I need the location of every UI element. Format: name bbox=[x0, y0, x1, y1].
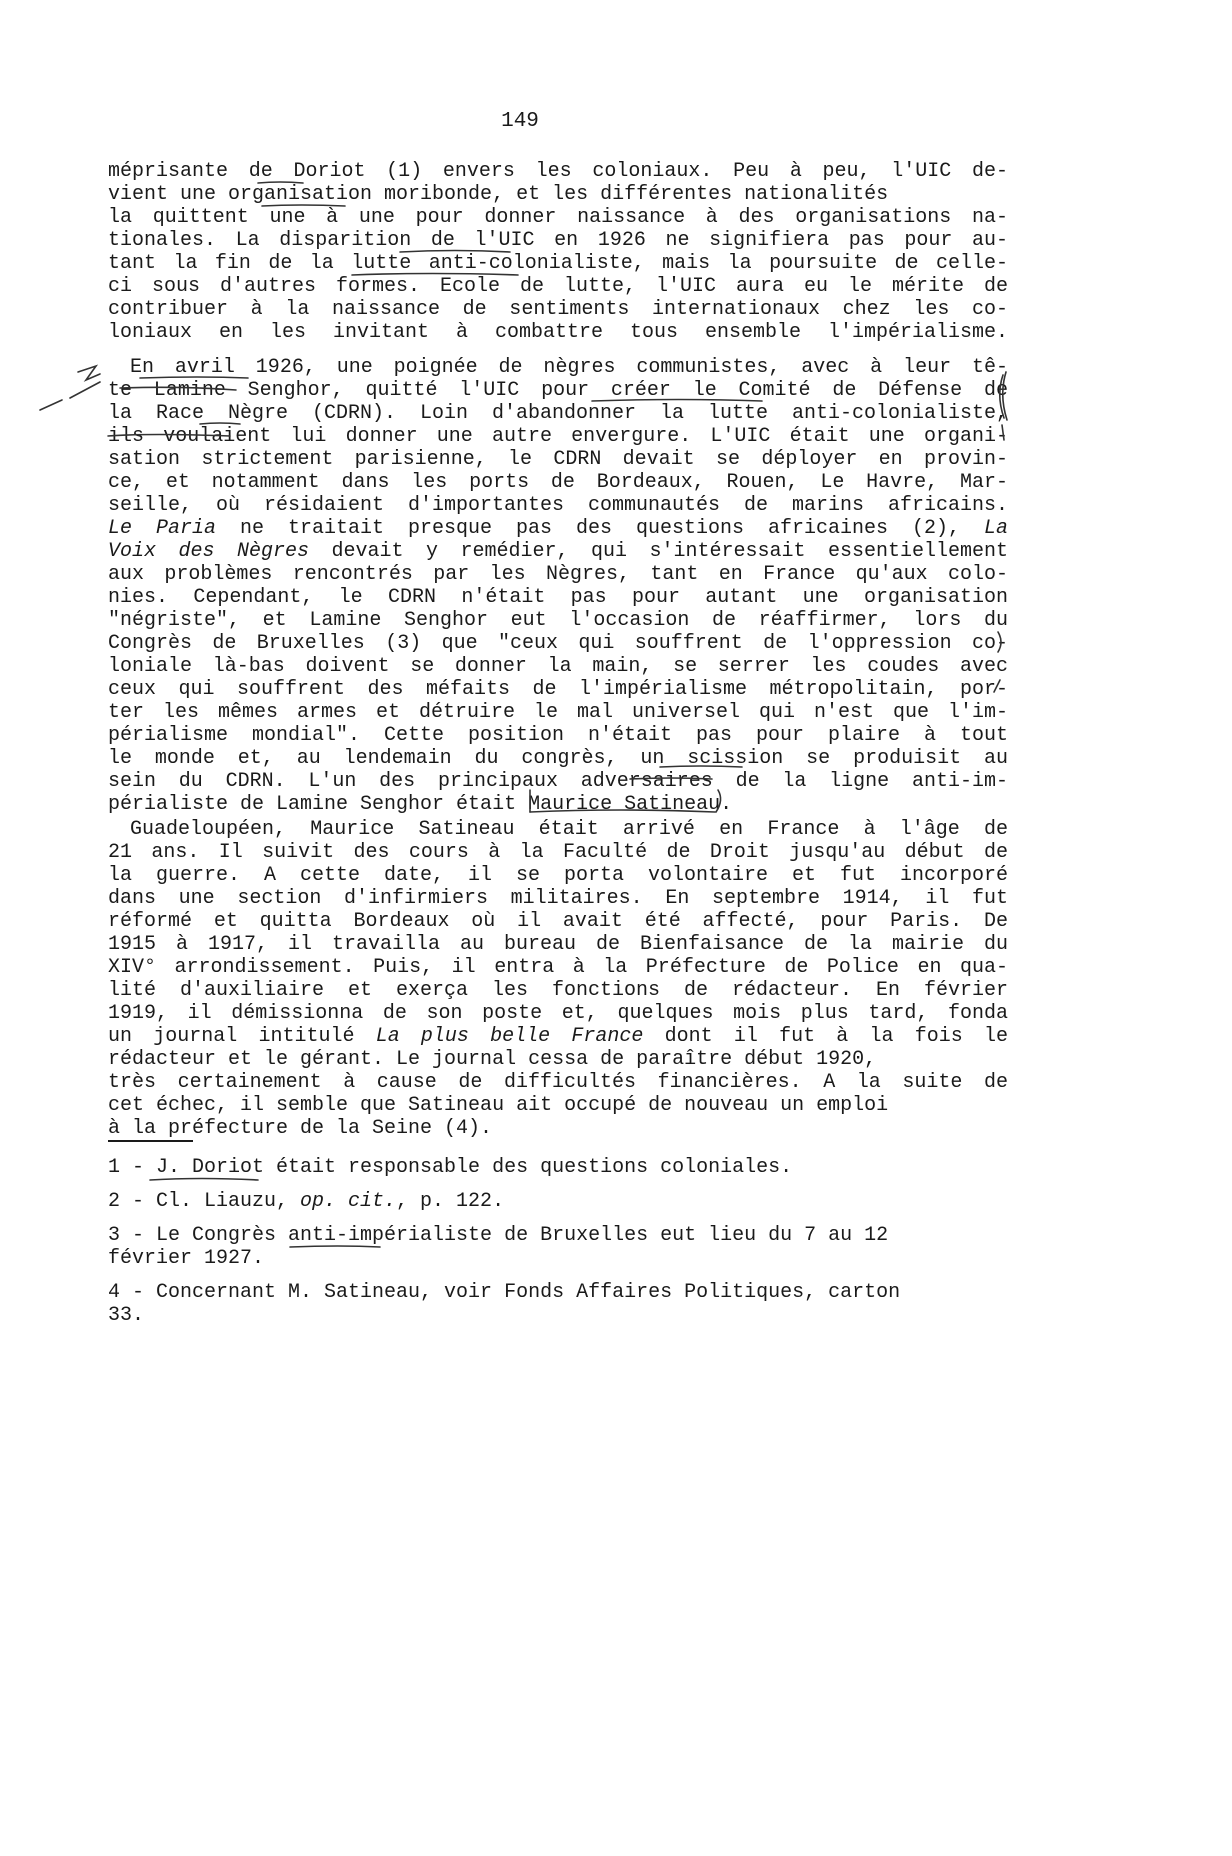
italic-title: La bbox=[984, 517, 1009, 540]
text-line: sation strictement parisienne, le CDRN devait se déployer en provin- bbox=[108, 448, 1008, 471]
text-line: Guadeloupéen, Maurice Satineau était arrivé en France à l'âge de bbox=[130, 818, 1008, 841]
text-line: XIV° arrondissement. Puis, il entra à la Préfecture de Police en qua- bbox=[108, 956, 1008, 979]
text-line: la quittent une à une pour donner naissance à des organisations na- bbox=[108, 206, 1008, 229]
paragraph-3 bbox=[108, 818, 1008, 1140]
text-line: méprisante de Doriot (1) envers les coloniaux. Peu à peu, l'UIC de- bbox=[108, 160, 1008, 183]
footnote-3 bbox=[108, 1224, 1008, 1270]
text-line: loniale là-bas doivent se donner la main, se serrer les coudes avec bbox=[108, 655, 1008, 678]
footnote-text: 3 - Le Congrès anti-impérialiste de Bruxelles eut lieu du 7 au 12 bbox=[108, 1224, 889, 1247]
text-line: à la préfecture de la Seine (4). bbox=[108, 1117, 493, 1140]
text-fragment: dont il fut à la fois le bbox=[643, 1025, 1008, 1048]
text-line: tionales. La disparition de l'UIC en 1926 ne signifiera pas pour au- bbox=[108, 229, 1008, 252]
footnote-text: 4 - Concernant M. Satineau, voir Fonds Affaires Politiques, carton bbox=[108, 1281, 901, 1304]
text-line: réformé et quitta Bordeaux où il avait été affecté, pour Paris. De bbox=[108, 910, 1008, 933]
text-fragment: 2 - Cl. Liauzu, bbox=[108, 1190, 301, 1213]
text-line: te Lamine Senghor, quitté l'UIC pour créer le Comité de Défense de bbox=[108, 379, 1008, 402]
text-line: aux problèmes rencontrés par les Nègres, tant en France qu'aux colo- bbox=[108, 563, 1008, 586]
text-line: lité d'auxiliaire et exerça les fonctions de rédacteur. En février bbox=[108, 979, 1008, 1002]
text-line: En avril 1926, une poignée de nègres communistes, avec à leur tê- bbox=[130, 356, 1008, 379]
text-line: contribuer à la naissance de sentiments internationaux chez les co- bbox=[108, 298, 1008, 321]
text-line: très certainement à cause de difficultés financières. A la suite de bbox=[108, 1071, 1008, 1094]
text-line: 1919, il démissionna de son poste et, quelques mois plus tard, fonda bbox=[108, 1002, 1008, 1025]
italic-abbrev: op. cit. bbox=[300, 1190, 397, 1213]
text-line: le monde et, au lendemain du congrès, un scission se produisit au bbox=[108, 747, 1008, 770]
text-line: cet échec, il semble que Satineau ait occupé de nouveau un emploi bbox=[108, 1094, 889, 1117]
italic-title: La plus belle France bbox=[375, 1025, 644, 1048]
text-line: loniaux en les invitant à combattre tous ensemble l'impérialisme. bbox=[108, 321, 1008, 344]
text-fragment: ne traitait presque pas des questions africaines (2), bbox=[216, 517, 984, 540]
text-line: 21 ans. Il suivit des cours à la Faculté de Droit jusqu'au début de bbox=[108, 841, 1008, 864]
footnote-1 bbox=[108, 1156, 1008, 1179]
text-line bbox=[108, 517, 1008, 540]
text-line bbox=[108, 540, 1008, 563]
footnote-text: 33. bbox=[108, 1304, 145, 1327]
page-number: 149 bbox=[501, 110, 539, 133]
footnote-text: février 1927. bbox=[108, 1247, 265, 1270]
text-line: la Race Nègre (CDRN). Loin d'abandonner la lutte anti-colonialiste, bbox=[108, 402, 1008, 425]
footnote-2 bbox=[108, 1190, 1008, 1213]
text-line: la guerre. A cette date, il se porta volontaire et fut incorporé bbox=[108, 864, 1008, 887]
text-line: ce, et notamment dans les ports de Bordeaux, Rouen, Le Havre, Mar- bbox=[108, 471, 1008, 494]
footnote-text: 1 - J. Doriot était responsable des questions coloniales. bbox=[108, 1156, 793, 1179]
paragraph-1 bbox=[108, 160, 1008, 344]
text-line: rédacteur et le gérant. Le journal cessa de paraître début 1920, bbox=[108, 1048, 877, 1071]
paragraph-2 bbox=[108, 356, 1008, 816]
text-fragment: , p. 122. bbox=[396, 1190, 505, 1213]
text-line: 1915 à 1917, il travailla au bureau de Bienfaisance de la mairie du bbox=[108, 933, 1008, 956]
text-line: ci sous d'autres formes. Ecole de lutte, l'UIC aura eu le mérite de bbox=[108, 275, 1008, 298]
text-line: nies. Cependant, le CDRN n'était pas pour autant une organisation bbox=[108, 586, 1008, 609]
footnote-text bbox=[108, 1190, 1008, 1213]
italic-title: Le Paria bbox=[108, 517, 217, 540]
text-line: sein du CDRN. L'un des principaux adversaires de la ligne anti-im- bbox=[108, 770, 1008, 793]
text-line: vient une organisation moribonde, et les différentes nationalités bbox=[108, 183, 889, 206]
footnote-separator bbox=[108, 1140, 193, 1142]
pen-margin-mark bbox=[40, 400, 62, 410]
text-line: dans une section d'infirmiers militaires. En septembre 1914, il fut bbox=[108, 887, 1008, 910]
text-line: périalisme mondial". Cette position n'était pas pour plaire à tout bbox=[108, 724, 1008, 747]
text-line bbox=[108, 1025, 1008, 1048]
text-line: Congrès de Bruxelles (3) que "ceux qui souffrent de l'oppression co- bbox=[108, 632, 1008, 655]
pen-margin-mark bbox=[78, 366, 100, 380]
italic-title: Voix des Nègres bbox=[108, 540, 309, 563]
footnote-4 bbox=[108, 1281, 1008, 1327]
text-line: tant la fin de la lutte anti-colonialiste, mais la poursuite de celle- bbox=[108, 252, 1008, 275]
text-line: ter les mêmes armes et détruire le mal universel qui n'est que l'im- bbox=[108, 701, 1008, 724]
text-line: ceux qui souffrent des méfaits de l'impérialisme métropolitain, por- bbox=[108, 678, 1008, 701]
text-line: seille, où résidaient d'importantes communautés de marins africains. bbox=[108, 494, 1008, 517]
text-line: "négriste", et Lamine Senghor eut l'occasion de réaffirmer, lors du bbox=[108, 609, 1008, 632]
text-line: ils voulaient lui donner une autre envergure. L'UIC était une organi- bbox=[108, 425, 1008, 448]
text-fragment: devait y remédier, qui s'intéressait essentiellement bbox=[309, 540, 1008, 563]
pen-margin-mark bbox=[70, 382, 100, 398]
text-line: périaliste de Lamine Senghor était Maurice Satineau. bbox=[108, 793, 733, 816]
text-fragment: un journal intitulé bbox=[108, 1025, 376, 1048]
